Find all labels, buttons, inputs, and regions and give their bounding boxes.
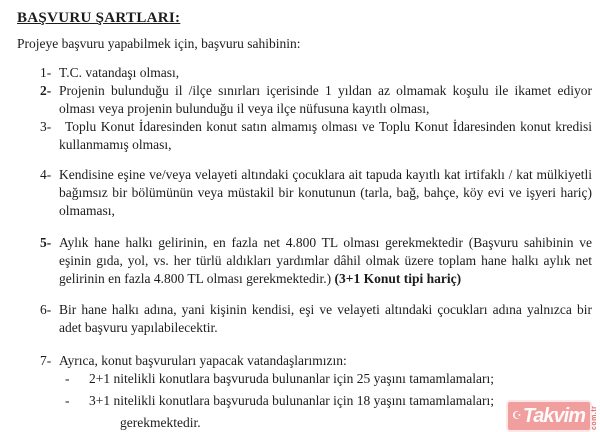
list-item-number: 7-	[40, 353, 52, 368]
takvim-logo	[508, 402, 599, 430]
list-item-text: T.C. vatandaşı olması,	[59, 65, 180, 80]
list-item-text: Projenin bulunduğu il /ilçe sınırları içerisinde 1 yıldan az olmamak koşulu ile ikamet ediyor olması veya projenin bulunduğu il veya ilçe nüfusuna kayıtlı olması,	[59, 83, 592, 116]
takvim-logo-block	[508, 402, 590, 430]
list-item-number: 3-	[40, 119, 52, 134]
list-item	[40, 118, 592, 154]
conditions-list	[40, 64, 592, 432]
list-item-number: 5-	[40, 235, 52, 250]
list-item	[40, 64, 592, 82]
list-item	[40, 234, 592, 288]
takvim-logo-text: Takvim	[522, 405, 585, 427]
sub-item-text: 3+1 nitelikli konutlara başvuruda bulunanlar için 18 yaşını tamamlamaları;	[89, 393, 495, 408]
list-item	[40, 82, 592, 118]
list-item-number: 6-	[40, 302, 52, 317]
list-item-number: 4-	[40, 167, 52, 182]
list-item-text: Kendisine eşine ve/veya velayeti altındaki çocuklara ait tapuda kayıtlı kat irtifaklı / kat mülkiyetli bağımsız bir bölümünün veya müstakil bir konutunun (tarla, bağ, bahçe, köy evi ve işyeri hariç) olmaması,	[59, 167, 592, 218]
list-item-text-normal: Aylık hane halkı gelirinin, en fazla net 4.800 TL olması gerekmektedir (Başvuru sahibinin ve eşinin gıda, yol, vs. her türlü aldıkları yardımlar dâhil olmak üzere toplam hane halkı aylık net gelirinin en fazla 4.800 TL olması gerekmektedir.)	[59, 235, 592, 286]
closing-text: gerekmektedir.	[120, 415, 201, 430]
list-item-text: Toplu Konut İdaresinden konut satın almamış olması ve Toplu Konut İdaresinden konut kredisi kullanmamış olması,	[59, 119, 592, 152]
takvim-logo-domain-suffix: com.tr	[591, 405, 598, 430]
page-title: BAŞVURU ŞARTLARI:	[17, 10, 181, 26]
sub-item-marker: -	[65, 393, 70, 408]
list-item-text-bold: (3+1 Konut tipi hariç)	[334, 271, 462, 286]
sub-item-text: 2+1 nitelikli konutlara başvuruda bulunanlar için 25 yaşını tamamlamaları;	[89, 371, 495, 386]
list-item-number: 2-	[40, 83, 52, 98]
list-item	[40, 166, 592, 220]
sub-item-marker: -	[65, 371, 70, 386]
intro-paragraph: Projeye başvuru yapabilmek için, başvuru sahibinin:	[17, 36, 301, 51]
list-item-number: 1-	[40, 65, 52, 80]
list-item-text: Bir hane halkı adına, yani kişinin kendisi, eşi ve velayeti altındaki çocukları adına yalnızca bir adet başvuru yapılabilecektir.	[59, 302, 592, 335]
crescent-star-icon: ☪	[511, 409, 522, 422]
list-item	[40, 301, 592, 337]
list-item-text	[59, 234, 592, 288]
sub-list-item	[59, 370, 592, 388]
list-item-lead-text: Ayrıca, konut başvuruları yapacak vatandaşlarımızın:	[59, 353, 347, 368]
